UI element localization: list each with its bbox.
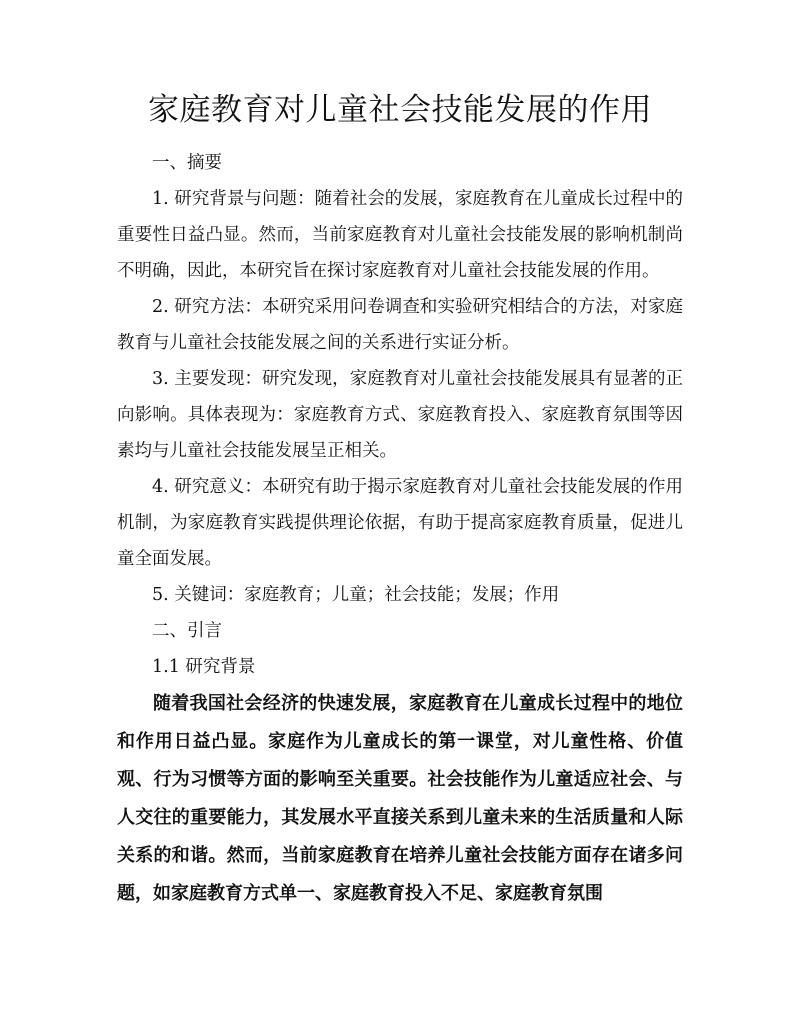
document-body bbox=[117, 145, 683, 913]
abstract-item-background: 1. 研究背景与问题：随着社会的发展，家庭教育在儿童成长过程中的重要性日益凸显。然而，当前家庭教育对儿童社会技能发展的影响机制尚不明确，因此，本研究旨在探讨家庭教育对儿童社会技能发展的作用。 bbox=[117, 189, 683, 281]
abstract-item-keywords: 5. 关键词：家庭教育；儿童；社会技能；发展；作用 bbox=[152, 585, 560, 605]
abstract-item-findings: 3. 主要发现：研究发现，家庭教育对儿童社会技能发展具有显著的正向影响。具体表现为：家庭教育方式、家庭教育投入、家庭教育氛围等因素均与儿童社会技能发展呈正相关。 bbox=[117, 369, 683, 461]
intro-heading: 二、引言 bbox=[152, 621, 222, 641]
intro-paragraph: 随着我国社会经济的快速发展，家庭教育在儿童成长过程中的地位和作用日益凸显。家庭作为儿童成长的第一课堂，对儿童性格、价值观、行为习惯等方面的影响至关重要。社会技能作为儿童适应社会、与人交往的重要能力，其发展水平直接关系到儿童未来的生活质量和人际关系的和谐。然而，当前家庭教育在培养儿童社会技能方面存在诸多问题，如家庭教育方式单一、家庭教育投入不足、家庭教育氛围 bbox=[117, 693, 683, 904]
intro-subheading: 1.1 研究背景 bbox=[152, 657, 256, 677]
abstract-item-method: 2. 研究方法：本研究采用问卷调查和实验研究相结合的方法，对家庭教育与儿童社会技能发展之间的关系进行实证分析。 bbox=[117, 297, 683, 353]
document-title: 家庭教育对儿童社会技能发展的作用 bbox=[148, 92, 652, 128]
abstract-heading: 一、摘要 bbox=[152, 153, 222, 173]
abstract-item-significance: 4. 研究意义：本研究有助于揭示家庭教育对儿童社会技能发展的作用机制，为家庭教育实践提供理论依据，有助于提高家庭教育质量，促进儿童全面发展。 bbox=[117, 477, 683, 569]
